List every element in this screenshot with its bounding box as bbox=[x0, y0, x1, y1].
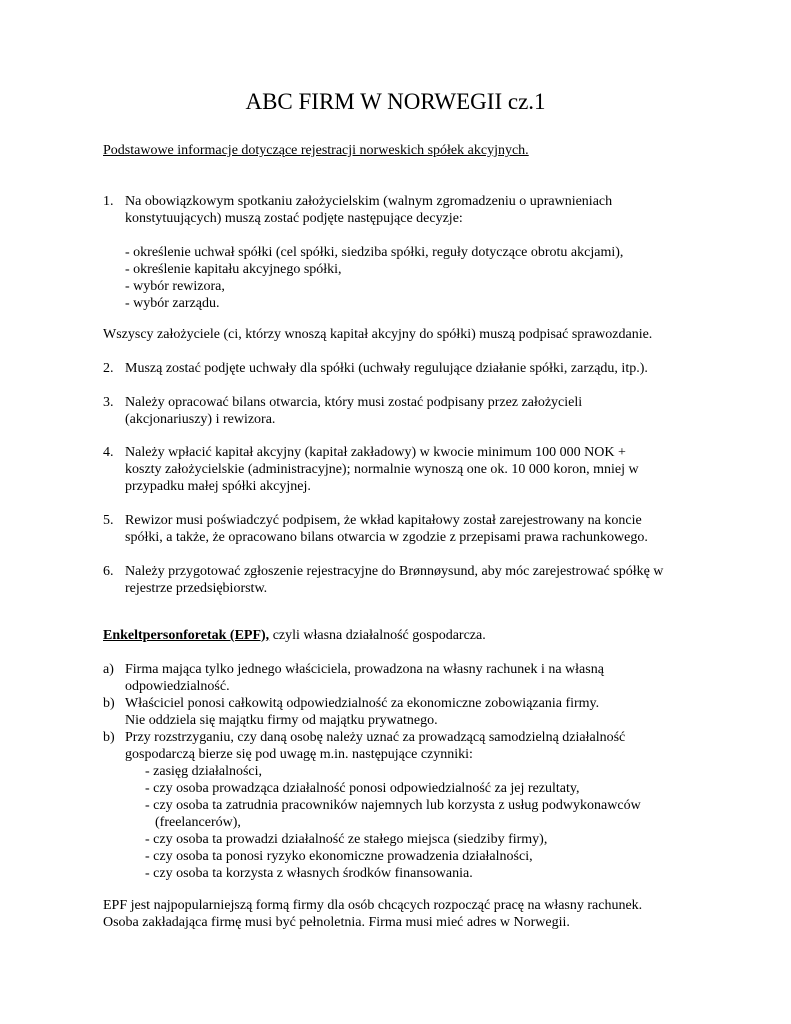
text-line: EPF jest najpopularniejszą formą firmy dla osób chcących rozpocząć pracę na własny rachunek. bbox=[103, 898, 643, 913]
text-line: rejestrze przedsiębiorstw. bbox=[125, 581, 268, 596]
list-item-body bbox=[125, 360, 685, 377]
text-line: (akcjonariuszy) i rewizora. bbox=[125, 412, 276, 427]
decision-item: - określenie uchwał spółki (cel spółki, siedziba spółki, reguły dotyczące obrotu akcjami), bbox=[125, 245, 624, 260]
factor-item-continuation: (freelancerów), bbox=[155, 815, 241, 830]
decision-item: - określenie kapitału akcyjnego spółki, bbox=[125, 262, 342, 277]
decision-list bbox=[125, 244, 685, 312]
text-line: spółki, a także, że opracowano bilans otwarcia w zgodzie z przepisami prawa rachunkowego. bbox=[125, 530, 648, 545]
list-letter: a) bbox=[103, 662, 114, 677]
list-letter: b) bbox=[103, 696, 115, 711]
list-letter: b) bbox=[103, 730, 115, 745]
epf-heading-bold: Enkeltpersonforetak (EPF), bbox=[103, 628, 270, 643]
list-number: 5. bbox=[103, 513, 114, 528]
list-item-body bbox=[125, 729, 685, 882]
decision-item: - wybór zarządu. bbox=[125, 296, 220, 311]
text-line: Przy rozstrzyganiu, czy daną osobę należy uznać za prowadzącą samodzielną działalność bbox=[125, 730, 626, 745]
factor-list bbox=[125, 763, 685, 882]
epf-summary bbox=[103, 897, 703, 931]
text-line: koszty założycielskie (administracyjne); normalnie wynoszą one ok. 10 000 koron, mniej w bbox=[125, 462, 639, 477]
text-line: konstytuujących) muszą zostać podjęte następujące decyzje: bbox=[125, 211, 463, 226]
list-number: 3. bbox=[103, 395, 114, 410]
factor-item: - czy osoba ta zatrudnia pracowników najemnych lub korzysta z usług podwykonawców bbox=[145, 798, 641, 813]
founders-note: Wszyscy założyciele (ci, którzy wnoszą kapitał akcyjny do spółki) muszą podpisać sprawozdanie. bbox=[103, 327, 653, 342]
list-number: 1. bbox=[103, 194, 114, 209]
list-item-body bbox=[125, 695, 685, 729]
text-line: Należy opracować bilans otwarcia, który musi zostać podpisany przez założycieli bbox=[125, 395, 583, 410]
text-line: Właściciel ponosi całkowitą odpowiedzialność za ekonomiczne zobowiązania firmy. bbox=[125, 696, 600, 711]
factor-item: - czy osoba prowadząca działalność ponosi odpowiedzialność za jej rezultaty, bbox=[145, 781, 580, 796]
factor-item: - czy osoba ta korzysta z własnych środków finansowania. bbox=[145, 866, 473, 881]
text-line: Należy przygotować zgłoszenie rejestracyjne do Brønnøysund, aby móc zarejestrować spółkę w bbox=[125, 564, 664, 579]
text-line: Nie oddziela się majątku firmy od majątku prywatnego. bbox=[125, 713, 438, 728]
decision-item: - wybór rewizora, bbox=[125, 279, 225, 294]
epf-heading-rest: czyli własna działalność gospodarcza. bbox=[269, 628, 486, 643]
text-line: gospodarczą bierze się pod uwagę m.in. następujące czynniki: bbox=[125, 747, 473, 762]
list-item-body bbox=[125, 394, 685, 428]
text-line: Należy wpłacić kapitał akcyjny (kapitał zakładowy) w kwocie minimum 100 000 NOK + bbox=[125, 445, 626, 460]
text-line: Muszą zostać podjęte uchwały dla spółki (uchwały regulujące działanie spółki, zarządu, itp.). bbox=[125, 361, 648, 376]
page-title: ABC FIRM W NORWEGII cz.1 bbox=[245, 89, 546, 114]
list-item-body bbox=[125, 444, 685, 495]
list-number: 6. bbox=[103, 564, 114, 579]
factor-item: - czy osoba ta prowadzi działalność ze stałego miejsca (siedziby firmy), bbox=[145, 832, 548, 847]
list-item-body bbox=[125, 661, 685, 695]
text-line: Osoba zakładająca firmę musi być pełnoletnia. Firma musi mieć adres w Norwegii. bbox=[103, 915, 570, 930]
text-line: Firma mająca tylko jednego właściciela, prowadzona na własny rachunek i na własną bbox=[125, 662, 604, 677]
list-item-body bbox=[125, 563, 685, 597]
list-number: 4. bbox=[103, 445, 114, 460]
factor-item: - czy osoba ta ponosi ryzyko ekonomiczne prowadzenia działalności, bbox=[145, 849, 533, 864]
list-item-body bbox=[125, 512, 685, 546]
text-line: Rewizor musi poświadczyć podpisem, że wkład kapitałowy został zarejestrowany na koncie bbox=[125, 513, 642, 528]
text-line: Na obowiązkowym spotkaniu założycielskim (walnym zgromadzeniu o uprawnieniach bbox=[125, 194, 613, 209]
epf-heading bbox=[103, 627, 486, 644]
factor-item: - zasięg działalności, bbox=[145, 764, 263, 779]
list-item-body bbox=[125, 193, 685, 312]
section-subtitle: Podstawowe informacje dotyczące rejestracji norweskich spółek akcyjnych. bbox=[103, 143, 529, 158]
text-line: odpowiedzialność. bbox=[125, 679, 230, 694]
text-line: przypadku małej spółki akcyjnej. bbox=[125, 479, 311, 494]
list-number: 2. bbox=[103, 361, 114, 376]
